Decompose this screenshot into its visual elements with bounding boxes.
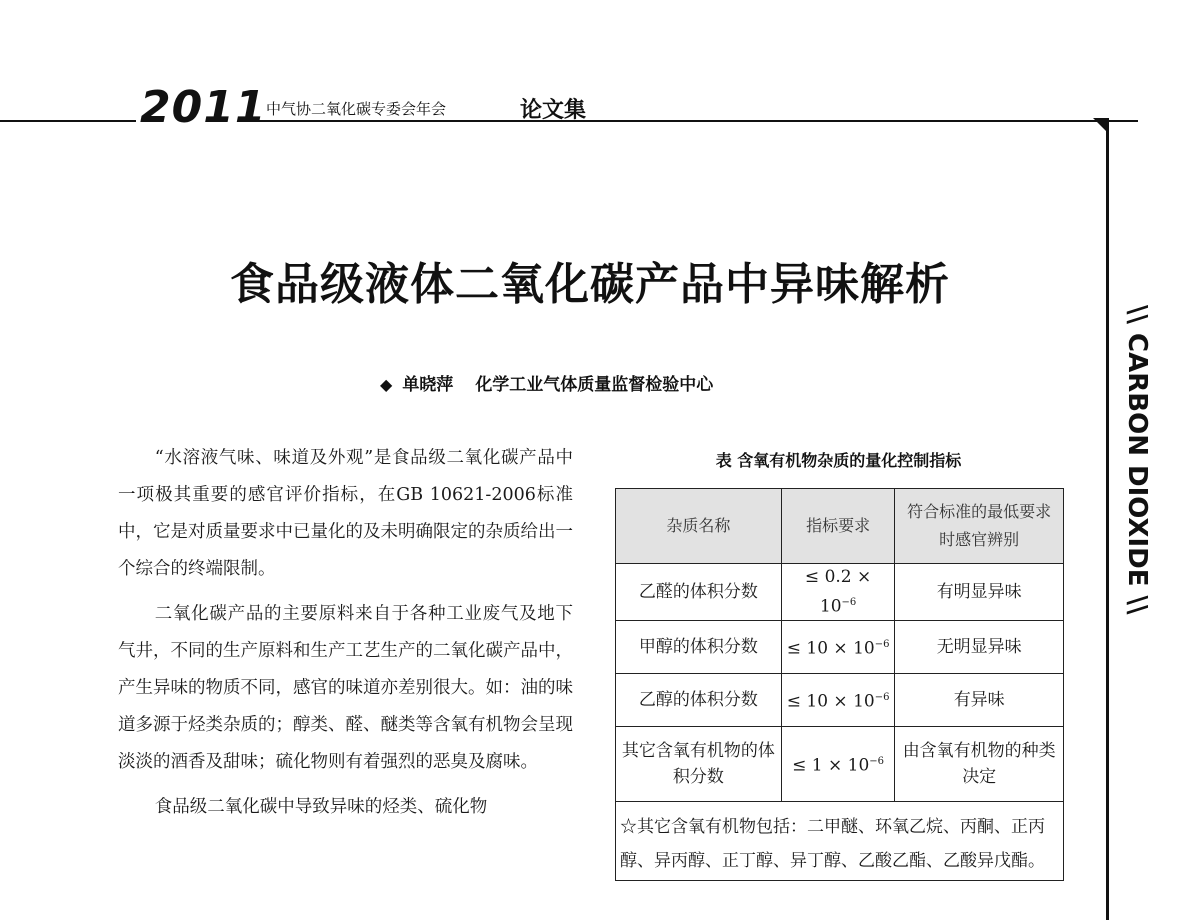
impurity-name: 甲醇的体积分数 [616,620,782,673]
table-header-cell: 杂质名称 [616,489,782,564]
table-row [616,620,1064,673]
impurity-limit: ≤ $10 \times 10^{-6}$ [781,673,895,726]
body-paragraph: 食品级二氧化碳中导致异味的烃类、硫化物 [154,797,488,817]
impurity-limit: ≤ $1 \times 10^{-6}$ [781,726,895,801]
author-line [380,370,713,395]
header-year: 2011 [140,82,267,133]
table-row [616,564,1064,621]
body-paragraph: 二氧化碳产品的主要原料来自于各种工业废气及地下气井，不同的生产原料和生产工艺生产的二氧化碳产品中，产生异味的物质不同，感官的味道亦差别很大。如：油的味道多源于烃类杂质的；醇类、醛、醚类等含氧有机物会呈现淡淡的酒香及甜味；硫化物则有着强烈的恶臭及腐味。 [118,604,573,772]
diamond-icon: ◆ [380,375,393,394]
side-band-rule [1106,118,1109,920]
table-note-row [616,801,1064,880]
impurity-sensory: 无明显异味 [895,620,1064,673]
author-affiliation: 化学工业气体质量监督检验中心 [475,375,714,395]
impurity-sensory: 有异味 [895,673,1064,726]
table-header-row [616,489,1064,564]
header-conference: 中气协二氧化碳专委会年会 [266,100,447,118]
header-rule-left [0,120,136,122]
table-row [616,673,1064,726]
body-paragraph: “水溶液气味、味道及外观”是食品级二氧化碳产品中一项极其重要的感官评价指标，在GB 10621-2006标准中，它是对质量要求中已量化的及未明确限定的杂质给出一个综合的终端限制。 [118,448,573,579]
side-band-corner [1093,118,1109,134]
impurity-name: 乙醛的体积分数 [616,564,782,621]
impurity-sensory: 由含氧有机物的种类决定 [895,726,1064,801]
table-header-cell: 符合标准的最低要求时感官辨别 [895,489,1064,564]
impurity-limit: ≤ $10 \times 10^{-6}$ [781,620,895,673]
impurity-name: 其它含氧有机物的体积分数 [616,726,782,801]
side-section-label: \\ CARBON DIOXIDE \\ [1122,305,1152,615]
impurity-limit: ≤ $0.2 \times 10^{-6}$ [781,564,895,621]
impurity-name: 乙醇的体积分数 [616,673,782,726]
author-name: 单晓萍 [402,375,454,395]
impurity-table [615,488,1064,881]
table-note: ☆其它含氧有机物包括：二甲醚、环氧乙烷、丙酮、正丙醇、异丙醇、正丁醇、异丁醇、乙酸乙酯、乙酸异戊酯。 [616,801,1064,880]
table-header-cell: 指标要求 [781,489,895,564]
impurity-sensory: 有明显异味 [895,564,1064,621]
header-collection: 论文集 [520,98,587,123]
table-caption: 表 含氧有机物杂质的量化控制指标 [715,451,962,470]
article-title: 食品级液体二氧化碳产品中异味解析 [230,259,950,310]
body-column [118,440,573,834]
header-rule-right [258,120,1138,122]
table-row [616,726,1064,801]
